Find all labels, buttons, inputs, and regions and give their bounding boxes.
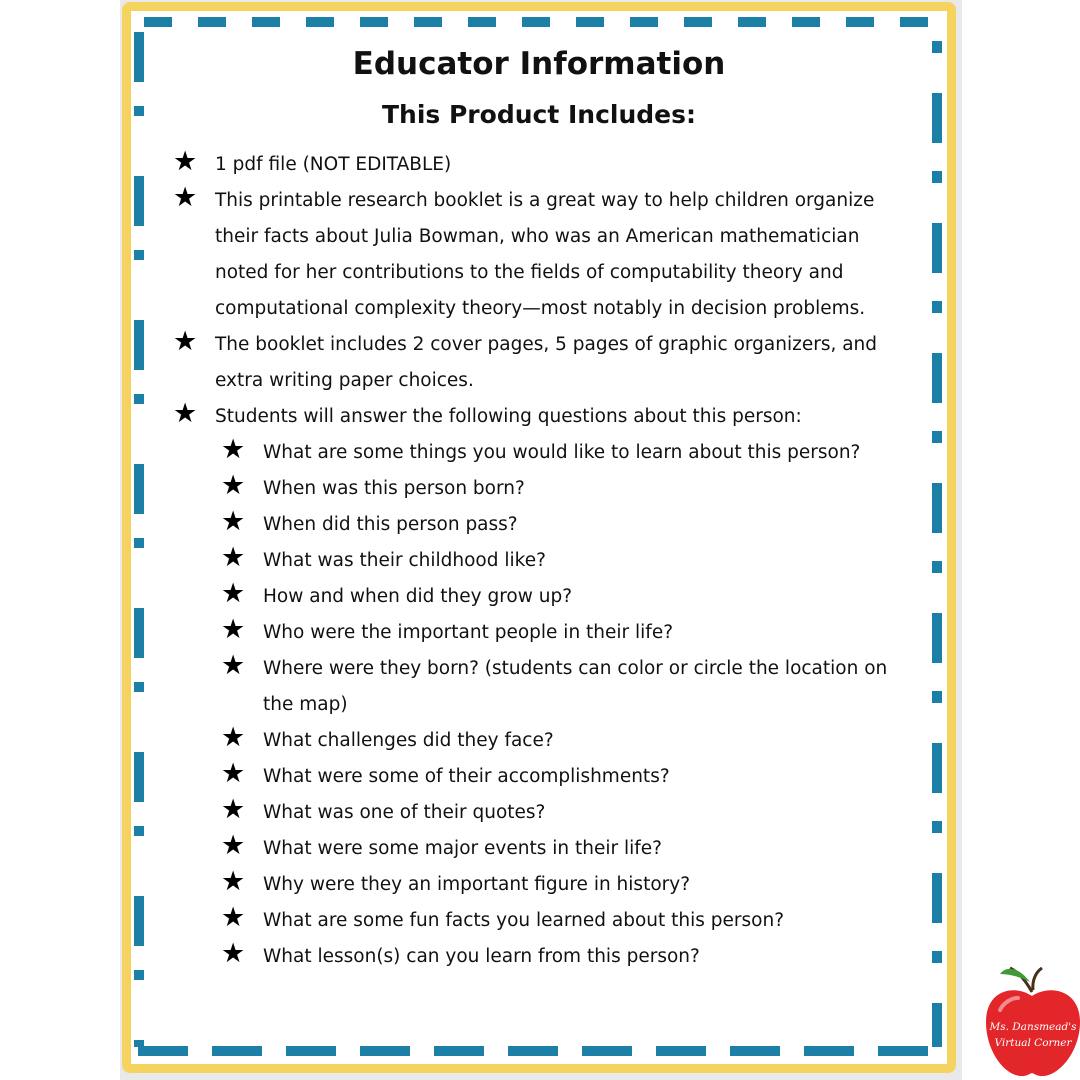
includes-list: [170, 147, 910, 975]
question-item: [170, 543, 910, 579]
question-text: When was this person born?: [263, 478, 525, 499]
question-text: When did this person pass?: [263, 514, 518, 535]
question-item: [170, 723, 910, 759]
content-area: [122, 2, 956, 1073]
question-text: What was one of their quotes?: [263, 802, 546, 823]
question-item: [170, 615, 910, 651]
question-text: What were some major events in their life?: [263, 838, 662, 859]
star-icon: ★: [221, 866, 246, 897]
apple-icon: [984, 964, 1080, 1080]
star-icon: ★: [221, 758, 246, 789]
question-text: What lesson(s) can you learn from this person?: [263, 946, 700, 967]
list-item: [170, 183, 910, 327]
star-icon: ★: [221, 902, 246, 933]
question-item: [170, 579, 910, 615]
question-item: [170, 651, 910, 723]
star-icon: ★: [221, 650, 246, 681]
list-item-text: Students will answer the following questions about this person:: [215, 406, 802, 427]
question-text: What are some fun facts you learned about this person?: [263, 910, 785, 931]
question-text: What was their childhood like?: [263, 550, 546, 571]
question-text: Who were the important people in their life?: [263, 622, 674, 643]
star-icon: ★: [221, 506, 246, 537]
question-item: [170, 831, 910, 867]
star-icon: ★: [221, 722, 246, 753]
question-text: What are some things you would like to learn about this person?: [263, 442, 861, 463]
question-text: Why were they an important figure in history?: [263, 874, 691, 895]
star-icon: ★: [221, 470, 246, 501]
list-item-text: 1 pdf file (NOT EDITABLE): [215, 154, 452, 175]
page-title: Educator Information: [352, 46, 726, 82]
list-item: [170, 327, 910, 399]
list-item-text: The booklet includes 2 cover pages, 5 pages of graphic organizers, and extra writing paper choices.: [215, 334, 878, 391]
question-item: [170, 867, 910, 903]
question-item: [170, 507, 910, 543]
star-icon: ★: [221, 830, 246, 861]
star-icon: ★: [173, 398, 198, 429]
question-text: Where were they born? (students can color or circle the location on the map): [263, 658, 888, 715]
question-item: [170, 435, 910, 471]
star-icon: ★: [221, 578, 246, 609]
list-item: [170, 399, 910, 435]
question-item: [170, 471, 910, 507]
question-item: [170, 939, 910, 975]
list-item-text: This printable research booklet is a great way to help children organize their facts about Julia Bowman, who was an American mathematician noted for her contributions to the fields of computability theory and computational complexity theory—most notably in decision problems.: [215, 190, 875, 319]
page-subtitle: This Product Includes:: [381, 100, 696, 129]
star-icon: ★: [221, 938, 246, 969]
list-item: [170, 147, 910, 183]
question-item: [170, 903, 910, 939]
star-icon: ★: [221, 794, 246, 825]
logo-line-2: Virtual Corner: [994, 1037, 1072, 1049]
star-icon: ★: [173, 326, 198, 357]
star-icon: ★: [173, 146, 198, 177]
question-text: How and when did they grow up?: [263, 586, 573, 607]
star-icon: ★: [221, 434, 246, 465]
question-item: [170, 759, 910, 795]
star-icon: ★: [221, 542, 246, 573]
star-icon: ★: [221, 614, 246, 645]
logo-line-1: Ms. Dansmead's: [989, 1021, 1077, 1033]
question-text: What challenges did they face?: [263, 730, 554, 751]
question-item: [170, 795, 910, 831]
star-icon: ★: [173, 182, 198, 213]
question-text: What were some of their accomplishments?: [263, 766, 670, 787]
product-info-card: [122, 2, 956, 1073]
